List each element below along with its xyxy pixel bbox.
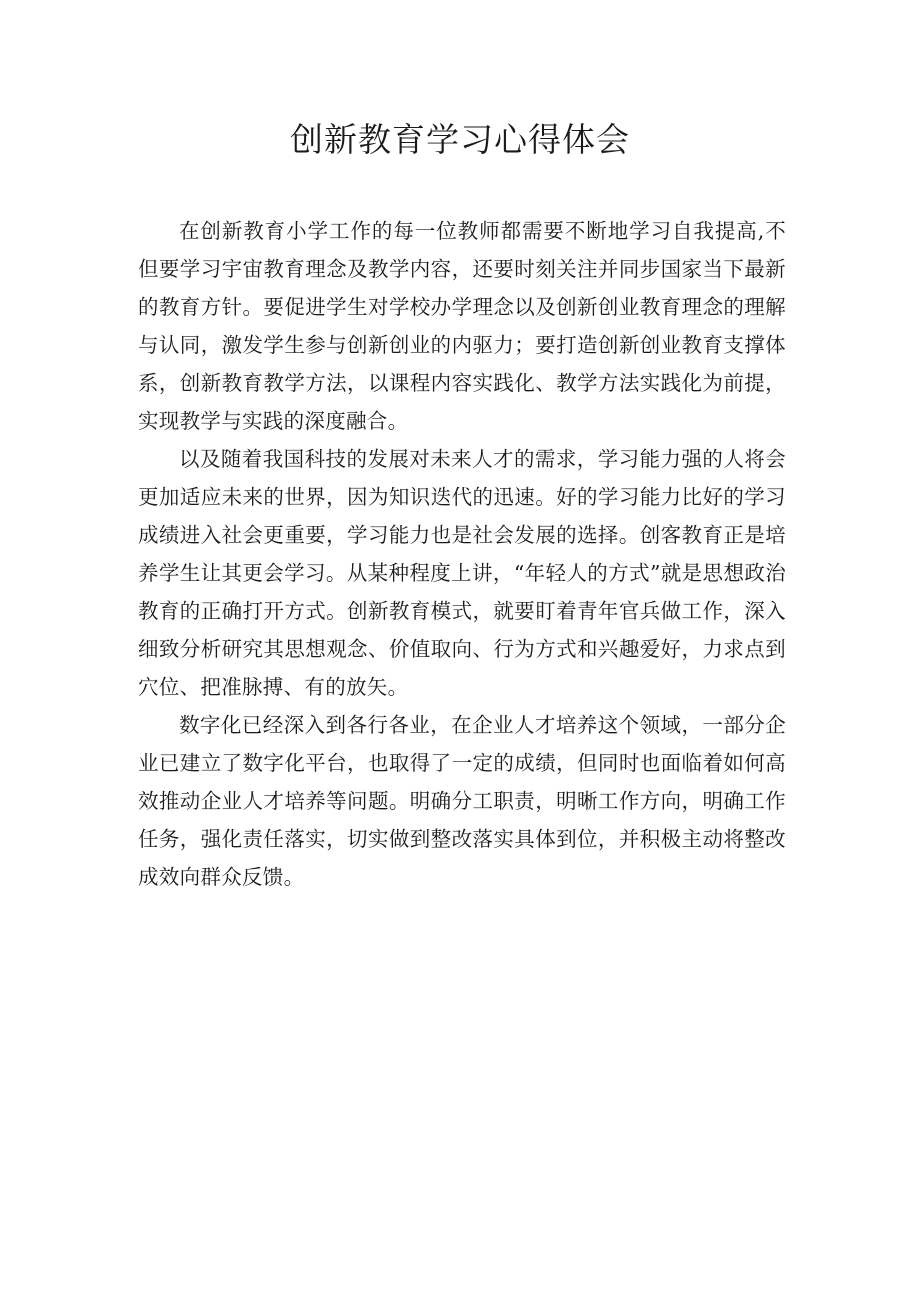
paragraph-1: 在创新教育小学工作的每一位教师都需要不断地学习自我提高,不但要学习宇宙教育理念及教学内容，还要时刻关注并同步国家当下最新的教育方针。要促进学生对学校办学理念以及创新创业教育理念的理解与认同，激发学生参与创新创业的内驱力；要打造创新创业教育支撑体系，创新教育教学方法，以课程内容实践化、教学方法实践化为前提，实现教学与实践的深度融合。 bbox=[138, 219, 786, 433]
paragraph-3: 数字化已经深入到各行各业，在企业人才培养这个领域，一部分企业已建立了数字化平台，也取得了一定的成绩，但同时也面临着如何高效推动企业人才培养等问题。明确分工职责，明晰工作方向，明确工作任务，强化责任落实，切实做到整改落实具体到位，并积极主动将整改成效向群众反馈。 bbox=[138, 713, 786, 889]
paragraph-2: 以及随着我国科技的发展对未来人才的需求，学习能力强的人将会更加适应未来的世界，因为知识迭代的迅速。好的学习能力比好的学习成绩进入社会更重要，学习能力也是社会发展的选择。创客教育正是培养学生让其更会学习。从某种程度上讲，“年轻人的方式”就是思想政治教育的正确打开方式。创新教育模式，就要盯着青年官兵做工作，深入细致分析研究其思想观念、价值取向、行为方式和兴趣爱好，力求点到穴位、把准脉搏、有的放矢。 bbox=[138, 447, 786, 699]
document-body bbox=[138, 212, 786, 896]
document-title: 创新教育学习心得体会 bbox=[290, 120, 630, 159]
